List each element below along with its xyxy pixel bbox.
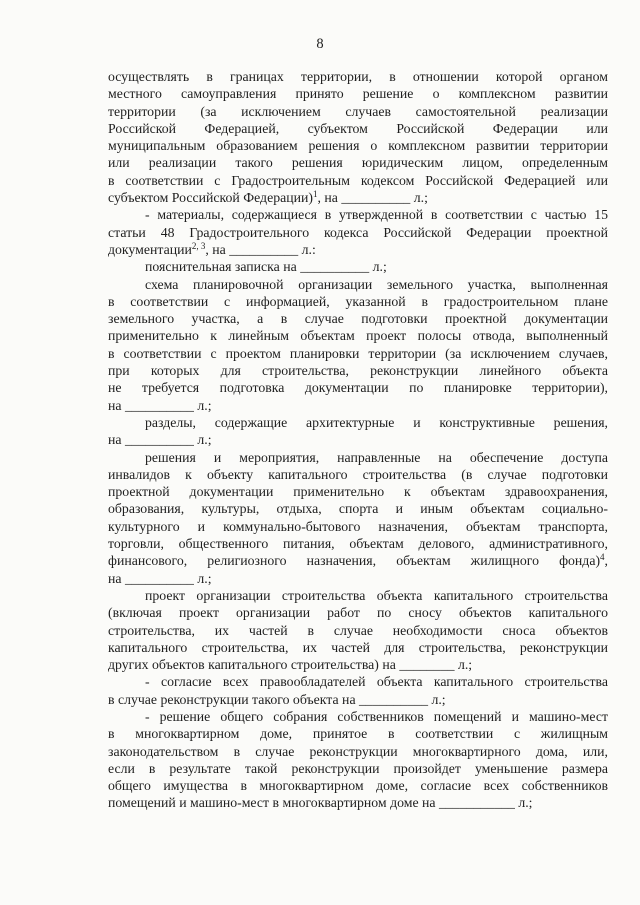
text-line: субъектом Российской Федерации)$^1$, на _____ л.; bbox=[108, 189, 608, 206]
text-line: капитального строительства, их частей для строительства, реконструкции bbox=[108, 639, 608, 655]
text-line: проект организации строительства объекта капитального строительства bbox=[145, 587, 608, 603]
paragraph-project-documentation bbox=[108, 206, 608, 258]
text-line: на _____ л.; bbox=[108, 431, 608, 448]
fill-blank[interactable] bbox=[399, 656, 454, 673]
text-line: - материалы, содержащиеся в утвержденной в соответствии с частью 15 bbox=[145, 207, 608, 223]
text-line: территории (за исключением случаев самостоятельной реализации bbox=[108, 103, 608, 119]
text-line: финансового, религиозного назначения, объектам жилищного фонда)$^4$, bbox=[108, 552, 608, 569]
text-line: инвалидов к объекту капитального строительства (в случае подготовки bbox=[108, 466, 608, 482]
paragraph-accessibility bbox=[108, 449, 608, 587]
text-line: муниципальным образованием решения о комплексном развитии территории bbox=[108, 138, 608, 154]
text-line: при которых для строительства, реконструкции линейного объекта bbox=[108, 363, 608, 379]
text-line: разделы, содержащие архитектурные и конструктивные решения, bbox=[145, 414, 608, 430]
text-line: не требуется подготовка документации по планировке территории), bbox=[108, 380, 608, 396]
fill-blank[interactable] bbox=[300, 258, 369, 275]
text-line: или реализации такого решения юридическим лицом, определенным bbox=[108, 155, 608, 171]
page-number: 8 bbox=[316, 36, 324, 52]
text-line: общего имущества в многоквартирном доме, согласие всех собственников bbox=[108, 778, 608, 794]
text-line: в соответствии с информацией, указанной в градостроительном плане bbox=[108, 293, 608, 309]
text-line: решения и мероприятия, направленные на обеспечение доступа bbox=[145, 449, 608, 465]
footnote-ref: 1 bbox=[312, 189, 318, 200]
text-line: в многоквартирном доме, принятое в соответствии с жилищным bbox=[108, 726, 608, 742]
paragraph-territory-development bbox=[108, 68, 608, 206]
text-line: - согласие всех правообладателей объекта капитального строительства bbox=[145, 674, 608, 690]
text-line: статьи 48 Градостроительного кодекса Российской Федерации проектной bbox=[108, 224, 608, 240]
text-line: образования, культуры, отдыха, спорта и иным объектам социально- bbox=[108, 501, 608, 517]
text-line: в соответствии с проектом планировки территории (за исключением случаев, bbox=[108, 345, 608, 361]
text-line: применительно к линейным объектам проект полосы отвода, выполненный bbox=[108, 328, 608, 344]
text-line: на _____ л.; bbox=[108, 570, 608, 587]
fill-blank[interactable] bbox=[125, 570, 194, 587]
text-line: земельного участка, а в случае подготовки проектной документации bbox=[108, 311, 608, 327]
fill-blank[interactable] bbox=[229, 241, 298, 258]
paragraph-owners-meeting-decision bbox=[108, 708, 608, 812]
text-line: в случае реконструкции такого объекта на _____ л.; bbox=[108, 691, 608, 708]
document-body bbox=[108, 68, 608, 812]
text-line: культурного и коммунально-бытового назначения, объектам транспорта, bbox=[108, 518, 608, 534]
fill-blank[interactable] bbox=[125, 397, 194, 414]
paragraph-land-plot-scheme bbox=[108, 276, 608, 414]
text-line: осуществлять в границах территории, в отношении которой органом bbox=[108, 69, 608, 84]
text-line: торговли, общественного питания, объектам делового, административного, bbox=[108, 536, 608, 552]
fill-blank[interactable] bbox=[125, 431, 194, 448]
footnote-ref: 4 bbox=[600, 552, 605, 563]
fill-blank[interactable] bbox=[359, 691, 428, 708]
text-line: проектной документации применительно к объектам здравоохранения, bbox=[108, 484, 608, 500]
text-line: на _____ л.; bbox=[108, 397, 608, 414]
text-line: строительства, их частей в случае необходимости сноса объектов bbox=[108, 622, 608, 638]
paragraph-architectural-sections bbox=[108, 414, 608, 449]
text-line: документации$^{2, 3}$, на _____ л.: bbox=[108, 241, 608, 258]
text-line: законодательством в случае реконструкции многоквартирного дома, или, bbox=[108, 743, 608, 759]
text-line: - решение общего собрания собственников помещений и машино-мест bbox=[145, 708, 608, 724]
fill-blank[interactable] bbox=[439, 794, 515, 811]
text-line: местного самоуправления принято решение о комплексном развитии bbox=[108, 86, 608, 102]
text-line: других объектов капитального строительства) на ________ л.; bbox=[108, 656, 608, 673]
text-line: помещений и машино-мест в многоквартирном доме на _____ л.; bbox=[108, 794, 608, 811]
text-line: если в результате такой реконструкции произойдет уменьшение размера bbox=[108, 760, 608, 776]
text-line: пояснительная записка на _____ л.; bbox=[108, 258, 608, 275]
paragraph-construction-organization bbox=[108, 587, 608, 673]
paragraph-explanatory-note bbox=[108, 258, 608, 275]
paragraph-rightholders-consent bbox=[108, 673, 608, 708]
footnote-ref: 2, 3 bbox=[191, 240, 206, 251]
text-line: Российской Федерацией, субъектом Российской Федерации или bbox=[108, 120, 608, 136]
text-line: схема планировочной организации земельного участка, выполненная bbox=[145, 276, 608, 292]
fill-blank[interactable] bbox=[341, 189, 410, 206]
text-line: (включая проект организации работ по сносу объектов капитального bbox=[108, 605, 608, 621]
text-line: в соответствии с Градостроительным кодексом Российской Федерацией или bbox=[108, 172, 608, 188]
